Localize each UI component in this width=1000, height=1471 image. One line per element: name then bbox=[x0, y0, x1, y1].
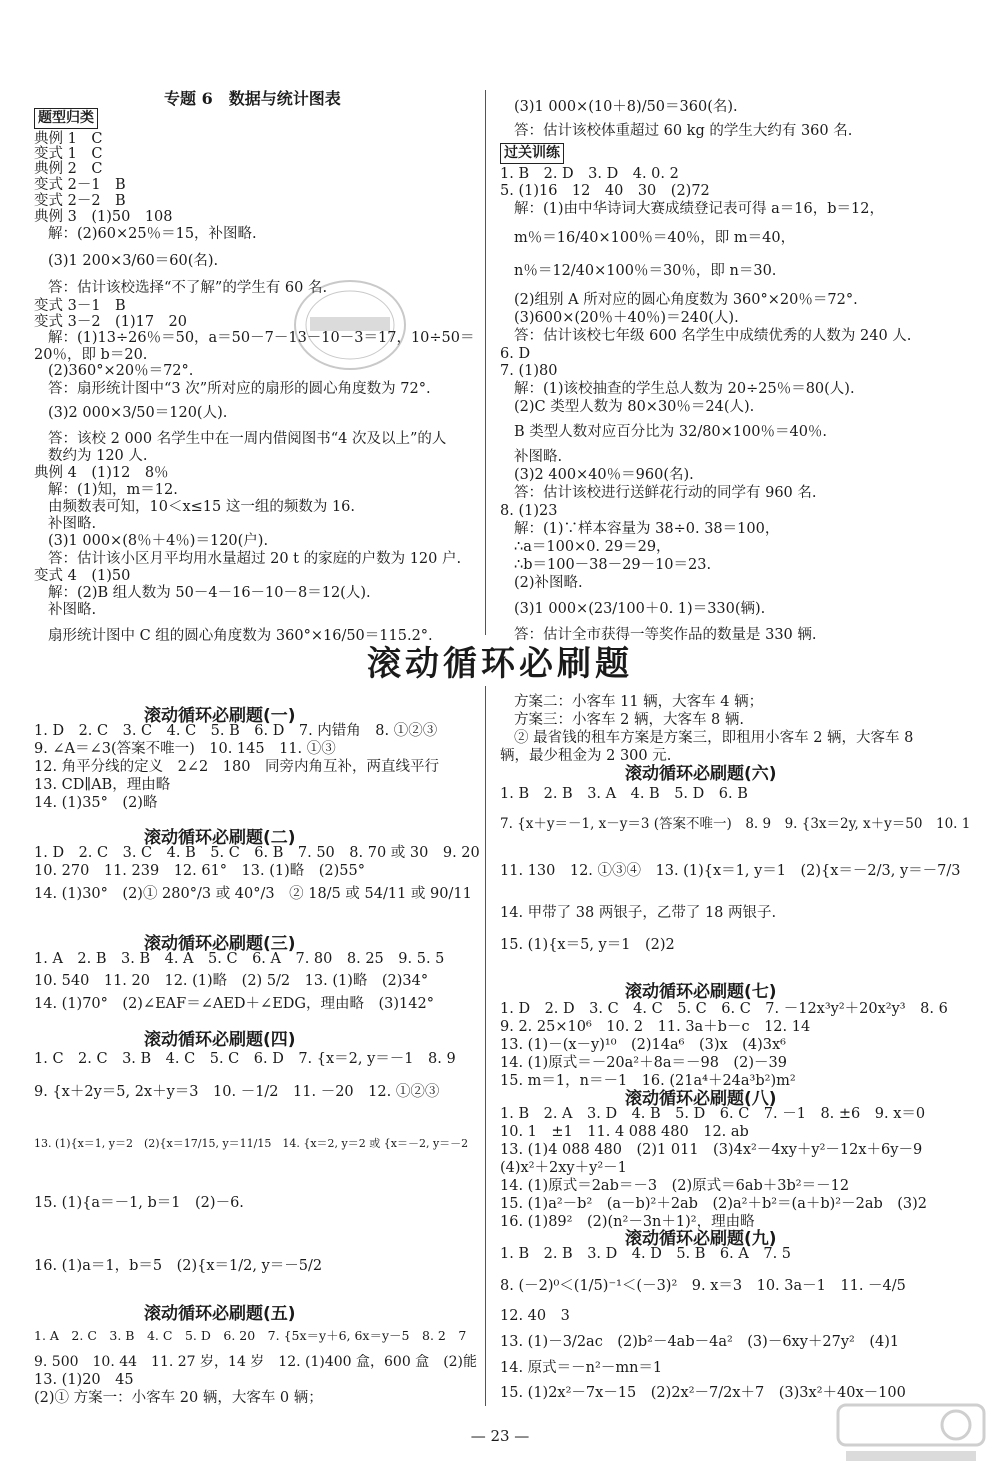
exercise-section-title: 滚动循环必刷题(九) bbox=[625, 1229, 777, 1249]
answer-line: 解：(2)B 组人数为 50－4－16－10－8＝12(人). bbox=[48, 585, 371, 601]
answer-line: 由频数表可知，10＜x≤15 这一组的频数为 16. bbox=[48, 499, 356, 515]
column-divider-bottom bbox=[485, 686, 486, 1406]
answer-line: 7. {x＋y＝－1, x－y＝3 (答案不唯一) 8. 9 9. {3x＝2y, x＋y＝50 10. 1 bbox=[500, 816, 971, 832]
answer-line: (3)2 400×40％＝960(名). bbox=[514, 467, 694, 483]
answer-line: 9. 2. 25×10⁶ 10. 2 11. 3a＋b－c 12. 14 bbox=[500, 1019, 811, 1035]
answer-line: ∴a＝100×0. 29＝29， bbox=[514, 539, 671, 555]
answer-line: 15. m＝1，n＝－1 16. (21a⁴＋24a³b²)m² bbox=[500, 1073, 796, 1089]
exercise-section-title: 滚动循环必刷题(七) bbox=[625, 982, 777, 1002]
exercise-section-title: 滚动循环必刷题(四) bbox=[144, 1030, 296, 1050]
answer-line: (4)x²＋2xy＋y²－1 bbox=[500, 1160, 627, 1176]
answer-line: 1. D 2. C 3. C 4. B 5. C 6. B 7. 50 8. 70 或 30 9. 20 bbox=[34, 845, 480, 861]
answer-line: 1. B 2. D 3. D 4. 0. 2 bbox=[500, 166, 679, 182]
answer-line: 答：扇形统计图中“3 次”所对应的扇形的圆心角度数为 72°. bbox=[48, 381, 431, 397]
answer-line: 解：(1)13÷26％＝50，a＝50－7－13－10－3＝17，10÷50＝ bbox=[48, 330, 475, 346]
answer-line: 8. (－2)⁰＜(1/5)⁻¹＜(－3)² 9. x＝3 10. 3a－1 11. －4/5 bbox=[500, 1278, 906, 1294]
answer-line: 答：估计全市获得一等奖作品的数量是 330 辆. bbox=[514, 627, 817, 643]
answer-line: 解：(1)知，m＝12. bbox=[48, 482, 178, 498]
answer-line: 9. 500 10. 44 11. 27 岁，14 岁 12. (1)400 盒，600 盒 (2)能 bbox=[34, 1354, 478, 1370]
exercise-section-title: 滚动循环必刷题(八) bbox=[625, 1089, 777, 1109]
answer-line: 16. (1)a＝1，b＝5 (2){x＝1/2, y＝－5/2 bbox=[34, 1258, 323, 1274]
answer-line: 补图略. bbox=[514, 449, 563, 465]
answer-line: 答：估计该校七年级 600 名学生中成绩优秀的人数为 240 人. bbox=[514, 328, 912, 344]
answer-line: 典例 4 (1)12 8％ bbox=[34, 465, 169, 481]
answer-line: 5. (1)16 12 40 30 (2)72 bbox=[500, 183, 710, 199]
answer-line: (2)360°×20％＝72°. bbox=[48, 363, 194, 379]
practice-box: 过关训练 bbox=[500, 143, 564, 164]
answer-line: 变式 3－1 B bbox=[34, 298, 126, 314]
answer-line: 变式 3－2 (1)17 20 bbox=[34, 314, 188, 330]
stamp-watermark-icon bbox=[290, 275, 410, 375]
answer-line: (3)1 200×3/60＝60(名). bbox=[48, 253, 219, 269]
answer-line: 解：(1)∵样本容量为 38÷0. 38＝100， bbox=[514, 521, 780, 537]
answer-line: 1. A 2. B 3. B 4. A 5. C 6. A 7. 80 8. 25 9. 5. 5 bbox=[34, 951, 445, 967]
answer-line: 13. (1)－3/2ac (2)b²－4ab－4a² (3)－6xy＋27y² (4)1 bbox=[500, 1334, 900, 1350]
answer-line: 9. {x＋2y＝5, 2x＋y＝3 10. －1/2 11. －20 12. ①②③ bbox=[34, 1084, 440, 1100]
answer-line: 补图略. bbox=[48, 602, 97, 618]
answer-line: (3)1 000×(10＋8)/50＝360(名). bbox=[514, 99, 738, 115]
answer-line: 13. CD∥AB，理由略 bbox=[34, 777, 171, 793]
answer-line: 1. D 2. D 3. C 4. C 5. C 6. C 7. －12x³y²＋20x²y³ 8. 6 bbox=[500, 1001, 948, 1017]
answer-line: B 类型人数对应百分比为 32/80×100％＝40％. bbox=[514, 424, 828, 440]
answer-line: (3)600×(20％＋40％)＝240(人). bbox=[514, 310, 739, 326]
big-title: 滚动循环必刷题 bbox=[367, 644, 633, 684]
answer-line: 解：(1)由中华诗词大赛成绩登记表可得 a＝16，b＝12， bbox=[514, 201, 884, 217]
answer-line: 答：估计该校进行送鲜花行动的同学有 960 名. bbox=[514, 485, 817, 501]
answer-line: 9. ∠A＝∠3(答案不唯一) 10. 145 11. ①③ bbox=[34, 741, 336, 757]
answer-line: 13. (1)20 45 bbox=[34, 1372, 134, 1388]
exercise-section-title: 滚动循环必刷题(二) bbox=[144, 828, 296, 848]
answer-line: 14. (1)35° (2)略 bbox=[34, 795, 158, 811]
exercise-section-title: 滚动循环必刷题(五) bbox=[144, 1304, 296, 1324]
answer-line: 15. (1)a²－b² (a－b)²＋2ab (2)a²＋b²＝(a＋b)²－2ab (3)2 bbox=[500, 1196, 928, 1212]
category-box: 题型归类 bbox=[34, 108, 98, 129]
answer-line: 解：(1)该校抽查的学生总人数为 20÷25％＝80(人). bbox=[514, 381, 855, 397]
answer-line: 14. (1)30° (2)① 280°/3 或 40°/3 ② 18/5 或 54/11 或 90/11 bbox=[34, 886, 472, 902]
answer-line: 15. (1){a＝－1, b＝1 (2)－6. bbox=[34, 1195, 244, 1211]
answer-line: 13. (1)4 088 480 (2)1 011 (3)4x²－4xy＋y²－12x＋6y－9 bbox=[500, 1142, 923, 1158]
answer-line: 8. (1)23 bbox=[500, 503, 558, 519]
answer-line: 16. (1)89² (2)(n²－3n＋1)²，理由略 bbox=[500, 1214, 755, 1230]
answer-line: (3)1 000×(8％＋4％)＝120(户). bbox=[48, 533, 269, 549]
answer-line: 15. (1){x＝5, y＝1 (2)2 bbox=[500, 937, 675, 953]
answer-line: 方案二：小客车 11 辆，大客车 4 辆； bbox=[514, 694, 764, 710]
page-number: — 23 — bbox=[470, 1427, 530, 1445]
answer-line: (3)2 000×3/50＝120(人). bbox=[48, 405, 228, 421]
answer-line: 1. B 2. B 3. D 4. D 5. B 6. A 7. 5 bbox=[500, 1246, 792, 1262]
answer-line: (3)1 000×(23/100＋0. 1)＝330(辆). bbox=[514, 601, 766, 617]
answer-line: 12. 角平分线的定义 2∠2 180 同旁内角互补，两直线平行 bbox=[34, 759, 439, 775]
answer-line: m％＝16/40×100％＝40％，即 m＝40， bbox=[514, 230, 796, 246]
section-title: 专题 6 数据与统计图表 bbox=[164, 89, 341, 108]
answer-line: 典例 3 (1)50 108 bbox=[34, 209, 173, 225]
answer-line: 10. 1 ±1 11. 4 088 480 12. ab bbox=[500, 1124, 749, 1140]
answer-line: 辆，最少租金为 2 300 元. bbox=[500, 748, 672, 764]
answer-line: 变式 4 (1)50 bbox=[34, 568, 131, 584]
answer-line: (2)① 方案一：小客车 20 辆，大客车 0 辆； bbox=[34, 1390, 323, 1406]
answer-line: 13. (1)－(x－y)¹⁰ (2)14a⁶ (3)x (4)3x⁶ bbox=[500, 1037, 786, 1053]
site-logo-watermark-icon bbox=[836, 1401, 986, 1465]
answer-line: (2)C 类型人数为 80×30％＝24(人). bbox=[514, 399, 755, 415]
answer-line: ∴b＝100－38－29－10＝23. bbox=[514, 557, 712, 573]
exercise-section-title: 滚动循环必刷题(三) bbox=[144, 934, 296, 954]
answer-line: 15. (1)2x²－7x－15 (2)2x²－7/2x＋7 (3)3x²＋40x－100 bbox=[500, 1385, 906, 1401]
answer-line: ② 最省钱的租车方案是方案三，即租用小客车 2 辆，大客车 8 bbox=[514, 730, 914, 746]
answer-line: 方案三：小客车 2 辆，大客车 8 辆. bbox=[514, 712, 744, 728]
exercise-section-title: 滚动循环必刷题(六) bbox=[625, 764, 777, 784]
answer-line: 20％，即 b＝20. bbox=[34, 347, 148, 363]
answer-line: 10. 540 11. 20 12. (1)略 (2) 5/2 13. (1)略 (2)34° bbox=[34, 973, 429, 989]
answer-line: 数约为 120 人. bbox=[48, 448, 148, 464]
answer-line: 变式 2－2 B bbox=[34, 193, 126, 209]
answer-line: 1. D 2. C 3. C 4. C 5. B 6. D 7. 内错角 8. ①②③ bbox=[34, 723, 438, 739]
answer-line: 解：(2)60×25％＝15，补图略. bbox=[48, 226, 257, 242]
answer-line: 12. 40 3 bbox=[500, 1308, 570, 1324]
answer-line: 11. 130 12. ①③④ 13. (1){x＝1, y＝1 (2){x＝－2/3, y＝－7/3 bbox=[500, 863, 961, 879]
answer-line: 典例 2 C bbox=[34, 161, 103, 177]
answer-line: 答：该校 2 000 名学生中在一周内借阅图书“4 次及以上”的人 bbox=[48, 431, 447, 447]
answer-line: 1. B 2. A 3. D 4. B 5. D 6. C 7. －1 8. ±6 9. x＝0 bbox=[500, 1106, 926, 1122]
answer-line: 14. (1)70° (2)∠EAF＝∠AED＋∠EDG，理由略 (3)142° bbox=[34, 996, 434, 1012]
answer-line: 典例 1 C bbox=[34, 131, 103, 147]
answer-line: 14. 甲带了 38 两银子，乙带了 18 两银子. bbox=[500, 905, 777, 921]
answer-line: 变式 1 C bbox=[34, 146, 103, 162]
answer-line: 14. 原式＝－n²－mn＝1 bbox=[500, 1360, 663, 1376]
answer-line: 1. A 2. C 3. B 4. C 5. D 6. 20 7. {5x＝y＋6, 6x＝y－5 8. 2 7 bbox=[34, 1328, 467, 1343]
answer-line: 变式 2－1 B bbox=[34, 177, 126, 193]
answer-line: 14. (1)原式＝－20a²＋8a＝－98 (2)－39 bbox=[500, 1055, 787, 1071]
answer-line: 答：估计该校选择“不了解”的学生有 60 名. bbox=[48, 280, 328, 296]
answer-line: (2)组别 A 所对应的圆心角度数为 360°×20％＝72°. bbox=[514, 292, 858, 308]
exercise-section-title: 滚动循环必刷题(一) bbox=[144, 706, 296, 726]
answer-line: 13. (1){x＝1, y＝2 (2){x＝17/15, y＝11/15 14. {x＝2, y＝2 或 {x＝－2, y＝－2 bbox=[34, 1137, 469, 1150]
answer-line: 扇形统计图中 C 组的圆心角度数为 360°×16/50＝115.2°. bbox=[48, 628, 433, 644]
column-divider-top bbox=[485, 90, 486, 635]
answer-line: 7. (1)80 bbox=[500, 363, 558, 379]
answer-line: 答：估计该校体重超过 60 kg 的学生大约有 360 名. bbox=[514, 123, 853, 139]
answer-line: (2)补图略. bbox=[514, 575, 583, 591]
answer-line: n％＝12/40×100％＝30％，即 n＝30. bbox=[514, 263, 777, 279]
answer-line: 10. 270 11. 239 12. 61° 13. (1)略 (2)55° bbox=[34, 863, 366, 879]
answer-line: 6. D bbox=[500, 346, 531, 362]
answer-line: 1. C 2. C 3. B 4. C 5. C 6. D 7. {x＝2, y＝－1 8. 9 bbox=[34, 1051, 456, 1067]
answer-line: 1. B 2. B 3. A 4. B 5. D 6. B bbox=[500, 786, 748, 802]
answer-line: 答：估计该小区月平均用水量超过 20 t 的家庭的户数为 120 户. bbox=[48, 551, 462, 567]
answer-line: 14. (1)原式＝2ab＝－3 (2)原式＝6ab＋3b²＝－12 bbox=[500, 1178, 850, 1194]
answer-line: 补图略. bbox=[48, 516, 97, 532]
